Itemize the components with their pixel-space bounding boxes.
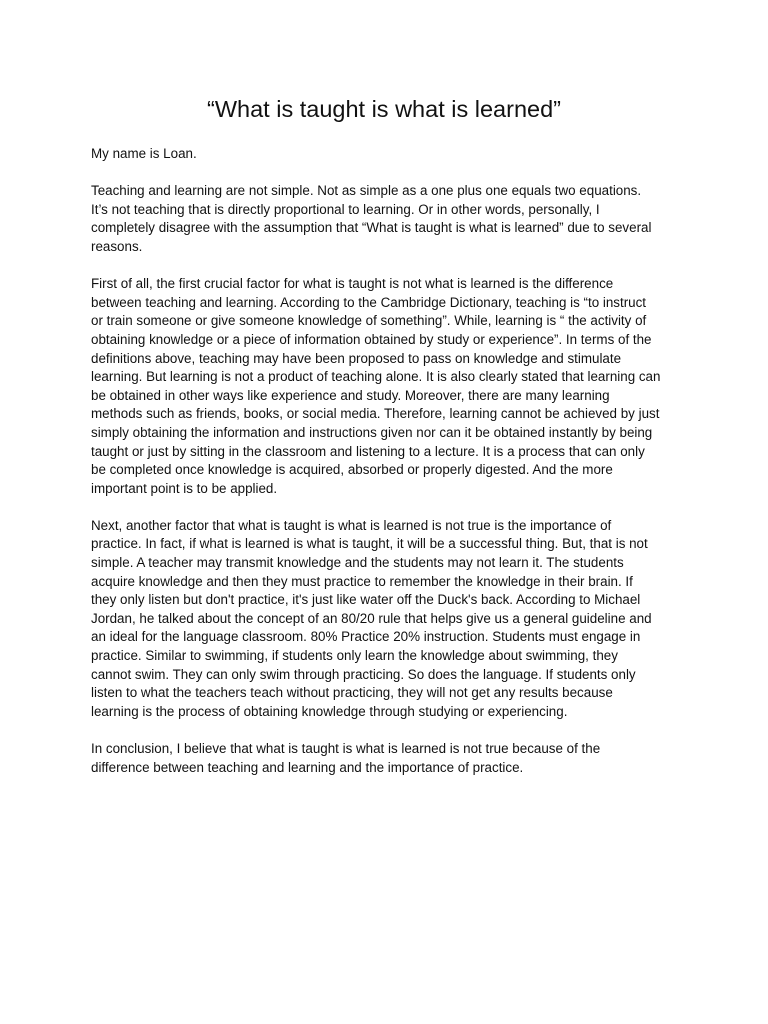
paragraph-line: completely disagree with the assumption that “What is taught is what is learned” due to several (91, 220, 652, 236)
paragraph-line: acquire knowledge and then they must practice to remember the knowledge in their brain. If (91, 573, 633, 589)
paragraph (91, 517, 691, 722)
paragraph-line: listen to what the teachers teach without practicing, they will not get any results because (91, 685, 613, 701)
paragraph-line: definitions above, teaching may have been proposed to pass on knowledge and stimulate (91, 350, 622, 366)
paragraph-line: methods such as friends, books, or social media. Therefore, learning cannot be achieved by just (91, 406, 660, 422)
paragraph-line: they only listen but don't practice, it's just like water off the Duck's back. According to Michael (91, 592, 641, 608)
paragraph-line: Teaching and learning are not simple. Not as simple as a one plus one equals two equations. (91, 183, 642, 199)
paragraph (91, 740, 691, 777)
document-body (91, 145, 691, 796)
paragraph-line: between teaching and learning. According to the Cambridge Dictionary, teaching is “to instruct (91, 294, 647, 310)
paragraph-line: practice. Similar to swimming, if students only learn the knowledge about swimming, they (91, 648, 618, 664)
paragraph-line: learning is the process of obtaining knowledge through studying or experiencing. (91, 703, 568, 719)
paragraph-line: Jordan, he talked about the concept of an 80/20 rule that helps give us a general guideline and (91, 610, 652, 626)
paragraph-line: taught or just by sitting in the classroom and listening to a lecture. It is a process that can only (91, 443, 645, 459)
paragraph-line: First of all, the first crucial factor for what is taught is not what is learned is the difference (91, 276, 614, 292)
paragraph-line: be completed once knowledge is acquired, absorbed or properly digested. And the more (91, 462, 613, 478)
paragraph-line: important point is to be applied. (91, 480, 278, 496)
paragraph-line: an ideal for the language classroom. 80% Practice 20% instruction. Students must engage in (91, 629, 641, 645)
paragraph-line: It’s not teaching that is directly proportional to learning. Or in other words, personally, I (91, 201, 600, 217)
paragraph-line: practice. In fact, if what is learned is what is taught, it will be a successful thing. But, that is not (91, 536, 648, 552)
paragraph-line: cannot swim. They can only swim through practicing. So does the language. If students only (91, 666, 636, 682)
paragraph-line: difference between teaching and learning and the importance of practice. (91, 759, 524, 775)
paragraph-line: In conclusion, I believe that what is taught is what is learned is not true because of the (91, 741, 601, 756)
paragraph (91, 275, 691, 498)
paragraph (91, 145, 691, 164)
paragraph-line: or train someone or give someone knowledge of something”. While, learning is “ the activity of (91, 313, 647, 329)
paragraph-line: Next, another factor that what is taught is what is learned is not true is the importance of (91, 517, 612, 533)
paragraph-line: simply obtaining the information and instructions given nor can it be obtained instantly by being (91, 424, 653, 440)
document-title: “What is taught is what is learned” (207, 96, 561, 122)
paragraph-line: obtaining knowledge or a piece of information obtained by study or experience”. In terms of the (91, 331, 652, 347)
paragraph-line: My name is Loan. (91, 146, 197, 161)
paragraph-line: simple. A teacher may transmit knowledge and the students may not learn it. The students (91, 555, 624, 571)
paragraph-line: learning. But learning is not a product of teaching alone. It is also clearly stated that learning can (91, 369, 661, 385)
paragraph-line: reasons. (91, 238, 143, 254)
paragraph (91, 182, 691, 256)
paragraph-line: be obtained in other ways like experience and study. Moreover, there are many learning (91, 387, 610, 403)
